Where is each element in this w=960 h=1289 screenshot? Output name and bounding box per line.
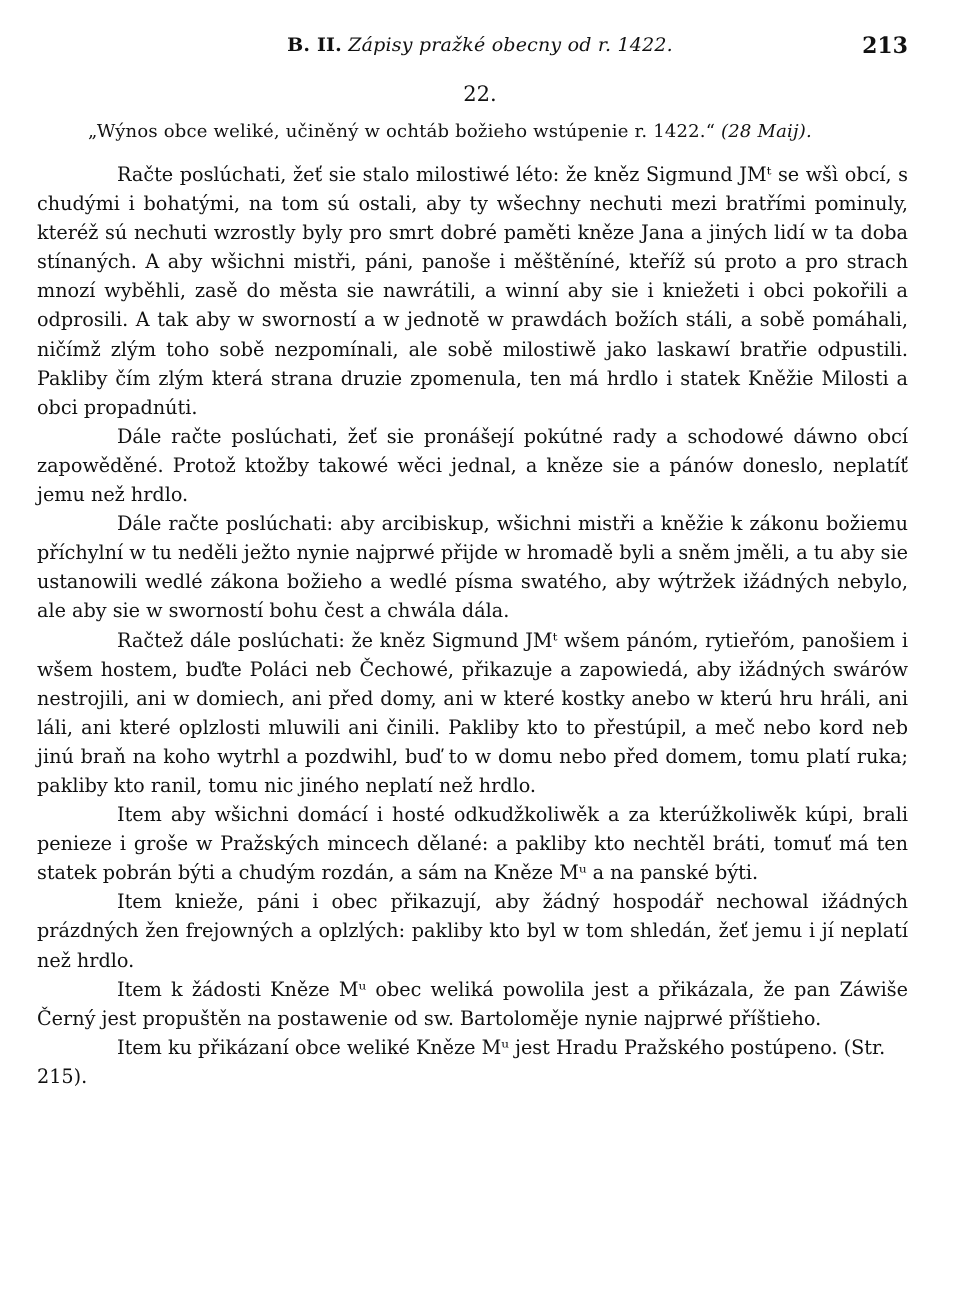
paragraph: Račte poslúchati, žeť sie stalo milostiwé léto: že kněz Sigmund JMᵗ se wšì obcí, s chudými i bohatými, na tom sú ostali, aby ty wšechny nechuti mezi bratřími pominuly, kteréž sú nechuti wzrostly byly pro smrt dobré paměti kněze Jana a jiných lidí w ta doba stínaných. A aby wšichni mistři, páni, panoše i měštěníné, kteříž sú proto a pro strach mnozí wyběhli, zasě do města sie nawrátili, a winní aby sie i kniežeti i obci pokořili a odprosili. A tak aby w sworností a w jednotě w prawdách božích stáli, a sobě pomáhali, ničímž zlým toho sobě nezpomínali, ale sobě milostiwě jako laskawí bratřie odpustili. Pakliby čím zlým která strana druzie zpomenula, ten má hrdlo i statek Kněžie Milosti a obci propadnúti. — [37, 163, 908, 419]
paragraph: Item ku přikázaní obce weliké Kněze Mᵘ jest Hradu Pražského postúpeno. (Str. 215). — [37, 1035, 886, 1088]
document-heading — [88, 121, 908, 142]
paragraph: Item knieže, páni i obec přikazují, aby žádný hospodář nechowal ižádných prázdných žen frejowných a oplzlých: pakliby kto byl w tom shledán, žeť jemu i jí neplatí než hrdlo. — [37, 890, 908, 972]
page-number: 213 — [862, 33, 908, 59]
paragraph: Item aby wšichni domácí i hosté odkudžkoliwěk a za kterúžkoliwěk kúpi, brali penieze i groše w Pražských mincech dělané: a pakliby kto nechtěl bráti, tomuť má ten statek pobrán býti a chudým rozdán, a sám na Kněze Mᵘ a na panské býti. — [37, 803, 908, 885]
paragraph: Dále račte poslúchati: aby arcibiskup, wšichni mistři a kněžie k zákonu božiemu příchylní w tu neděli ježto nynie najprwé přijde w hromadě byli a sněm jměli, a tu aby sie ustanowili wedlé zákona božieho a wedlé písma swatého, aby wýtržek ižádných nebylo, ale aby sie w sworností bohu čest a chwála dála. — [37, 512, 908, 623]
volume-label: B. II. — [287, 34, 342, 56]
paragraph: Item k žádosti Kněze Mᵘ obec weliká powolila jest a přikázala, že pan Záwiše Černý jest propuštěn na postawenie od sw. Bartoloměje nynie najprwé příštieho. — [37, 977, 908, 1030]
running-title: Zápisy pražké obecny od r. 1422. — [348, 34, 673, 56]
paragraph: Dále račte poslúchati, žeť sie pronášejí pokútné rady a schodowé dáwno obcí zapowěděné. Protož ktožby takowé wěci jednal, a kněze sie a pánów doneslo, neplatíť jemu než hrdlo. — [37, 424, 908, 507]
document-heading-text: „Wýnos obce weliké, učiněný w ochtáb božieho wstúpenie r. 1422.“ — [88, 121, 716, 142]
paragraph: Račtež dále poslúchati: že kněz Sigmund JMᵗ wšem pánóm, rytieřóm, panošiem i wšem hostem, buďte Poláci neb Čechowé, přikazuje a zapowiedá, aby ižádných swárów nestrojili, ani w domiech, ani před domy, ani w které kostky anebo w kterú hru hráli, ani láli, ani které oplzlosti mluwili ani činili. Pakliby kto to přestúpil, a meč nebo kord neb jinú braň na koho wytrhl a pozdwihl, buď to w domu nebo před domem, tomu platí ruka; pakliby kto ranil, tomu nic jiného neplatí než hrdlo. — [37, 628, 908, 797]
document-number: 22. — [463, 82, 497, 106]
running-head — [0, 34, 960, 64]
document-body — [37, 160, 908, 1091]
document-date: (28 Maij). — [721, 121, 812, 142]
